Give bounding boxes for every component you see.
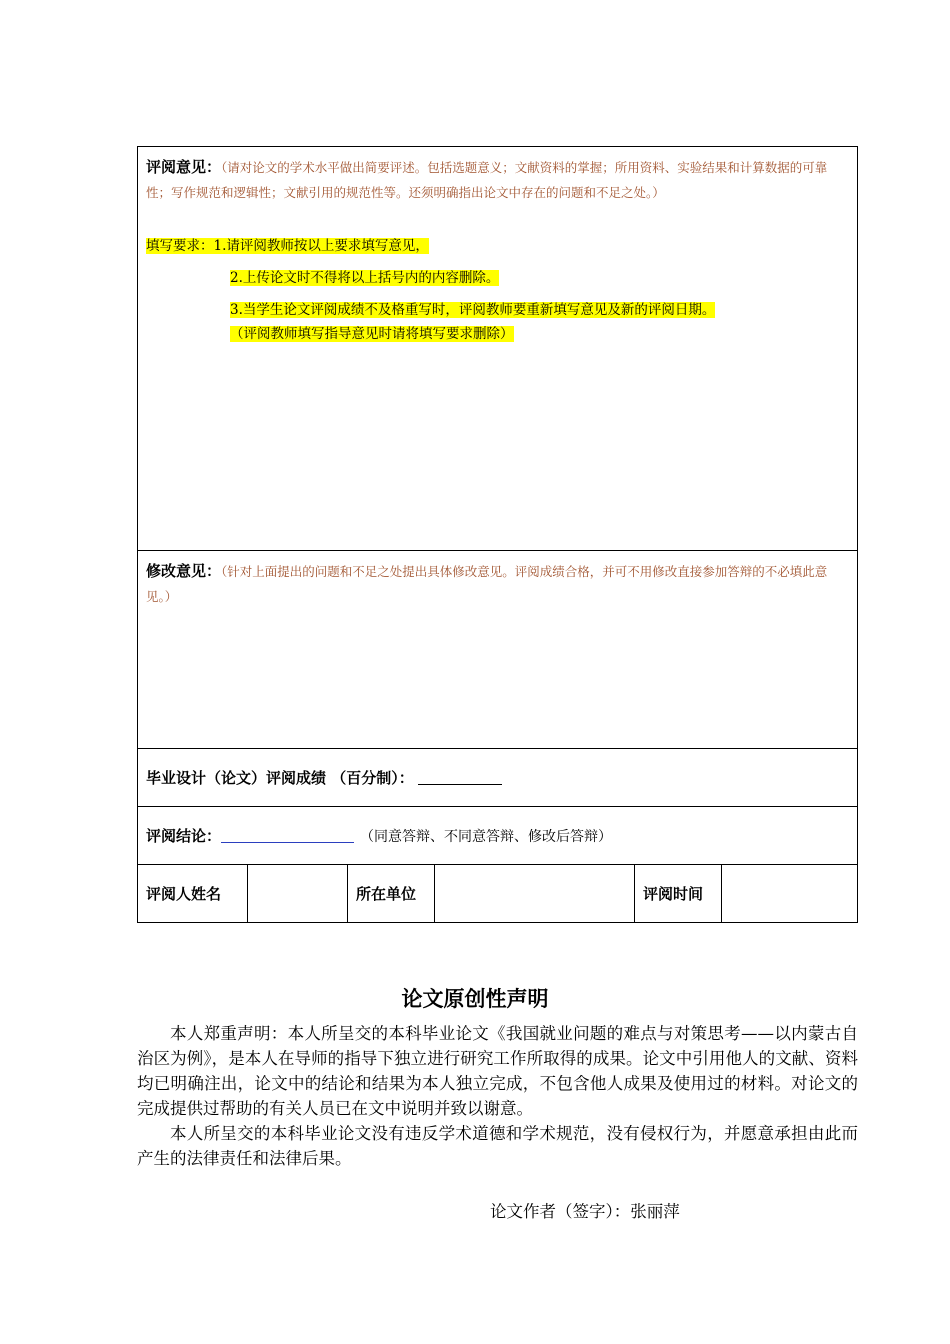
reviewer-name-field[interactable] [247,865,347,922]
review-label: 评阅意见： [146,158,222,176]
time-label: 评阅时间 [634,865,721,922]
declaration-paragraph-2: 本人所呈交的本科毕业论文没有违反学术道德和学术规范，没有侵权行为，并愿意承担由此而产生的法律责任和法律后果。 [137,1124,858,1168]
req-item-3: 3.当学生论文评阅成绩不及格重写时，评阅教师要重新填写意见及新的评阅日期。 [230,302,716,318]
req-label: 填写要求： [146,238,214,254]
score-input[interactable] [418,770,502,785]
conclusion-label: 评阅结论： [146,827,222,845]
conclusion-input[interactable] [221,828,354,843]
score-label: 毕业设计（论文）评阅成绩 （百分制）： [146,769,414,787]
unit-label: 所在单位 [347,865,434,922]
conclusion-options: （同意答辩、不同意答辩、修改后答辩） [360,828,613,845]
modify-label: 修改意见： [146,562,222,580]
declaration-title: 论文原创性声明 [401,987,549,1011]
review-hint: （请对论文的学术水平做出简要评述。包括选题意义；文献资料的掌握；所用资料、实验结果和计算数据的可靠性；写作规范和逻辑性；文献引用的规范性等。还须明确指出论文中存在的问题和不足之处。） [146,160,828,200]
reviewer-name-label: 评阅人姓名 [146,885,222,903]
time-field[interactable] [721,865,857,922]
modify-hint: （针对上面提出的问题和不足之处提出具体修改意见。评阅成绩合格，并可不用修改直接参加答辩的不必填此意见。） [146,564,828,604]
req-item-2: 2.上传论文时不得将以上括号内的内容删除。 [230,270,500,286]
req-item-1: 1.请评阅教师按以上要求填写意见， [213,238,429,254]
conclusion-row [138,806,857,864]
score-row [138,748,857,806]
review-form [137,146,858,923]
review-comments-section[interactable] [138,147,857,550]
req-item-4: （评阅教师填写指导意见时请将填写要求删除） [230,326,514,342]
unit-field[interactable] [434,865,634,922]
declaration-body [137,1021,858,1171]
declaration-paragraph-1: 本人郑重声明：本人所呈交的本科毕业论文《我国就业问题的难点与对策思考——以内蒙古自治区为例》，是本人在导师的指导下独立进行研究工作所取得的成果。论文中引用他人的文献、资料均已明确注出，论文中的结论和结果为本人独立完成，不包含他人成果及使用过的材料。对论文的完成提供过帮助的有关人员已在文中说明并致以谢意。 [137,1024,858,1118]
signature-row [138,864,857,922]
author-signature: 论文作者（签字）：张丽萍 [490,1202,680,1221]
modification-section[interactable] [138,550,857,748]
